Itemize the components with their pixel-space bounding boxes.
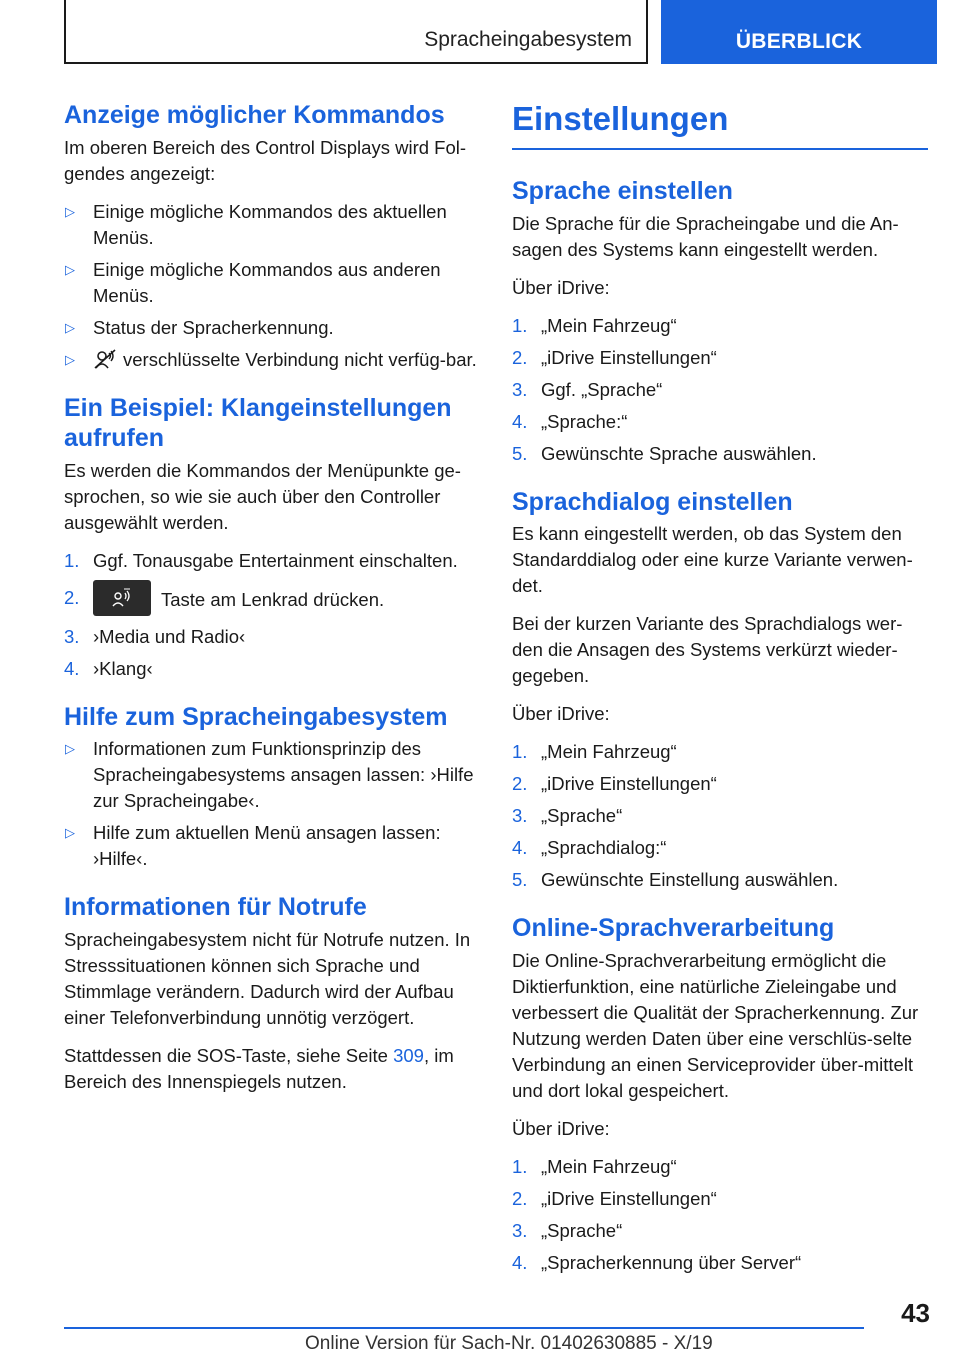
bullet-list <box>64 199 478 373</box>
page-number: 43 <box>901 1298 930 1328</box>
paragraph: Bei der kurzen Variante des Sprachdialogs wer-den die Ansagen des Systems verkürzt wieder-gegeben. <box>512 613 903 686</box>
list-item: 3. „Sprache“ <box>512 805 623 826</box>
triangle-bullet-icon: ▷ <box>65 741 75 756</box>
paragraph: Es kann eingestellt werden, ob das System den Standarddialog oder eine kurze Variante verwen-det. <box>512 523 913 596</box>
list-item: ▷ Einige mögliche Kommandos des aktuellen Menüs. <box>65 200 447 248</box>
footer-divider <box>64 1327 864 1329</box>
triangle-bullet-icon: ▷ <box>65 351 75 367</box>
paragraph: Spracheingabesystem nicht für Notrufe nutzen. In Stresssituationen können sich Sprache und Stimmlage verändern. Dadurch wird der Aufbau einer Telefonverbindung unnötig verzögert. <box>64 928 471 1028</box>
numbered-list <box>512 1154 928 1276</box>
list-item: 5. Gewünschte Sprache auswählen. <box>512 442 817 464</box>
list-item: 2. „iDrive Einstellungen“ <box>512 1187 717 1209</box>
left-column <box>64 100 478 1107</box>
right-column <box>512 100 928 1296</box>
page-link[interactable]: 309 <box>393 1044 424 1066</box>
section-title-beispiel: Ein Beispiel: Klangeinstellungen aufrufen <box>64 393 452 452</box>
list-item: 3. Ggf. „Sprache“ <box>512 378 663 400</box>
list-item: ▷ Hilfe zum aktuellen Menü ansagen lassen: ›Hilfe‹. <box>65 822 441 869</box>
bullet-list <box>64 736 478 872</box>
triangle-bullet-icon: ▷ <box>65 261 75 277</box>
triangle-bullet-icon: ▷ <box>65 825 75 840</box>
via-label: Über iDrive: <box>512 1117 610 1139</box>
list-item: 5. Gewünschte Einstellung auswählen. <box>512 869 839 890</box>
header-tab-ueberblick[interactable]: ÜBERBLICK <box>661 0 937 64</box>
paragraph: Stattdessen die SOS-Taste, siehe Seite 309, im Bereich des Innenspiegels nutzen. <box>64 1044 454 1092</box>
header-section-title: Spracheingabesystem <box>64 0 648 64</box>
section-intro: Im oberen Bereich des Control Displays wird Fol-gendes angezeigt: <box>64 136 467 184</box>
list-item: 3. ›Media und Radio‹ <box>64 625 246 647</box>
list-item: 2. Taste am Lenkrad drücken. <box>64 580 478 618</box>
list-item: ▷ Status der Spracherkennung. <box>64 315 478 341</box>
paragraph: Die Online-Sprachverarbeitung ermöglicht die Diktierfunktion, eine natürliche Zieleingabe und verbessert die Qualität der Spracherkennung. Zur Nutzung werden Daten über eine verschlüs-selte Verbindung an einen Serviceprovider über-mittelt und dort lokal gespeichert. <box>512 949 919 1101</box>
voice-key-icon <box>93 580 151 616</box>
crossed-voice-icon <box>93 348 117 370</box>
section-title-notrufe: Informationen für Notrufe <box>64 893 367 921</box>
footer-text: Online Version für Sach-Nr. 01402630885 - X/19 <box>305 1333 713 1354</box>
section-title-sprachdialog: Sprachdialog einstellen <box>512 487 793 516</box>
list-item: 4. „Sprachdialog:“ <box>512 837 667 858</box>
via-label: Über iDrive: <box>512 276 610 298</box>
list-item: ▷ Einige mögliche Kommandos aus anderen Menüs. <box>65 258 441 306</box>
numbered-list <box>512 313 928 467</box>
triangle-bullet-icon: ▷ <box>65 319 75 335</box>
list-item: 2. „iDrive Einstellungen“ <box>512 346 717 368</box>
section-title-hilfe: Hilfe zum Spracheingabesystem <box>64 702 448 731</box>
via-label: Über iDrive: <box>512 703 610 724</box>
numbered-list <box>64 548 478 682</box>
list-item: 1. Ggf. Tonausgabe Entertainment einschalten. <box>64 549 458 571</box>
section-intro: Es werden die Kommandos der Menüpunkte ge-sprochen, so wie sie auch über den Controller ausgewählt werden. <box>64 459 461 533</box>
triangle-bullet-icon: ▷ <box>65 203 75 219</box>
main-title-einstellungen: Einstellungen <box>512 100 928 150</box>
list-item: 4. „Sprache:“ <box>512 410 628 432</box>
section-title-kommandos: Anzeige möglicher Kommandos <box>64 101 445 129</box>
list-item: 1. „Mein Fahrzeug“ <box>512 1155 677 1177</box>
section-title-sprache: Sprache einstellen <box>512 177 733 205</box>
list-item: ▷ verschlüsselte Verbindung nicht verfüg-bar. <box>64 347 478 373</box>
list-item: 1. „Mein Fahrzeug“ <box>512 314 677 336</box>
list-item: 3. „Sprache“ <box>512 1219 623 1241</box>
numbered-list <box>512 739 928 893</box>
list-item: ▷ Informationen zum Funktionsprinzip des Spracheingabesystems ansagen lassen: ›Hilfe zur Spracheingabe‹. <box>65 738 474 811</box>
list-item: 4. „Spracherkennung über Server“ <box>512 1251 802 1273</box>
list-item: 2. „iDrive Einstellungen“ <box>512 773 717 794</box>
paragraph: Die Sprache für die Spracheingabe und die An-sagen des Systems kann eingestellt werden. <box>512 212 899 260</box>
list-item: 4. ›Klang‹ <box>64 657 153 679</box>
section-title-online: Online-Sprachverarbeitung <box>512 914 835 942</box>
list-item: 1. „Mein Fahrzeug“ <box>512 741 677 762</box>
